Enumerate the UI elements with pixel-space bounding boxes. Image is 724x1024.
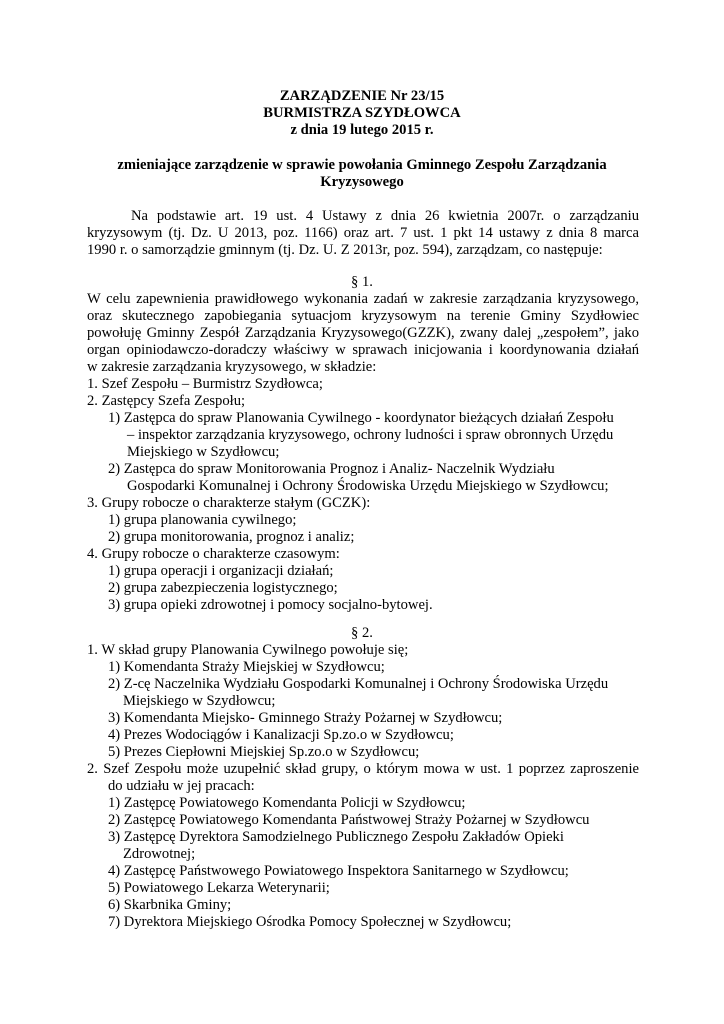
list-item: 1) Komendanta Straży Miejskiej w Szydłowcu; — [108, 659, 385, 675]
list-item: 2) Z-cę Naczelnika Wydziału Gospodarki Komunalnej i Ochrony Środowiska Urzędu — [108, 676, 609, 692]
list-item: 1. W skład grupy Planowania Cywilnego powołuje się; — [87, 642, 409, 658]
list-item: 3) Komendanta Miejsko- Gminnego Straży Pożarnej w Szydłowcu; — [108, 710, 503, 726]
document-title: ZARZĄDZENIE Nr 23/15 — [279, 88, 445, 104]
document-subject-line: Kryzysowego — [320, 174, 404, 190]
list-item: 6) Skarbnika Gminy; — [108, 897, 232, 913]
list-item: 2) Zastępcę Powiatowego Komendanta Państwowej Straży Pożarnej w Szydłowcu — [108, 812, 590, 828]
list-item-continuation: Gospodarki Komunalnej i Ochrony Środowiska Urzędu Miejskiego w Szydłowcu; — [127, 478, 609, 494]
document-issuer: BURMISTRZA SZYDŁOWCA — [263, 105, 461, 121]
list-item-continuation: – inspektor zarządzania kryzysowego, ochrony ludności i spraw obronnych Urzędu — [127, 427, 614, 443]
list-item: 4) Zastępcę Państwowego Powiatowego Inspektora Sanitarnego w Szydłowcu; — [108, 863, 569, 879]
list-item: 2. Zastępcy Szefa Zespołu; — [87, 393, 246, 409]
preamble-line: kryzysowym (tj. Dz. U 2013, poz. 1166) oraz art. 7 ust. 1 pkt 14 ustawy z dnia 8 marca — [87, 225, 639, 241]
paragraph-line: organ opiniodawczo-doradczy właściwy w sprawach inicjowania i koordynowania działań — [87, 342, 639, 358]
paragraph-line: oraz skutecznego zapobiegania sytuacjom kryzysowym na terenie Gminy Szydłowiec — [87, 308, 639, 324]
list-item: 2) grupa monitorowania, prognoz i analiz; — [108, 529, 355, 545]
paragraph-line: powołuję Gminny Zespół Zarządzania Kryzysowego(GZZK), zwany dalej „zespołem”, jako — [87, 325, 639, 341]
document-subject-line: zmieniające zarządzenie w sprawie powołania Gminnego Zespołu Zarządzania — [117, 157, 607, 173]
list-item: 1) Zastępca do spraw Planowania Cywilnego - koordynator bieżących działań Zespołu — [108, 410, 614, 426]
list-item-continuation: Miejskiego w Szydłowcu; — [127, 444, 280, 460]
list-item: 4) Prezes Wodociągów i Kanalizacji Sp.zo.o w Szydłowcu; — [108, 727, 454, 743]
preamble-line: 1990 r. o samorządzie gminnym (tj. Dz. U. Z 2013r, poz. 594), zarządzam, co następuje: — [87, 242, 603, 258]
list-item: 1) grupa planowania cywilnego; — [108, 512, 297, 528]
paragraph-line: w zakresie zarządzania kryzysowego, w składzie: — [87, 359, 377, 375]
preamble-line: Na podstawie art. 19 ust. 4 Ustawy z dnia 26 kwietnia 2007r. o zarządzaniu — [131, 208, 639, 224]
list-item-continuation: Zdrowotnej; — [123, 846, 196, 862]
list-item: 1) Zastępcę Powiatowego Komendanta Policji w Szydłowcu; — [108, 795, 466, 811]
list-item-continuation: do udziału w jej pracach: — [108, 778, 255, 794]
document-date: z dnia 19 lutego 2015 r. — [290, 122, 434, 138]
list-item: 5) Prezes Ciepłowni Miejskiej Sp.zo.o w Szydłowcu; — [108, 744, 420, 760]
list-item: 2) Zastępca do spraw Monitorowania Prognoz i Analiz- Naczelnik Wydziału — [108, 461, 555, 477]
paragraph-line: W celu zapewnienia prawidłowego wykonania zadań w zakresie zarządzania kryzysowego, — [87, 291, 639, 307]
section-heading: § 2. — [351, 625, 373, 641]
list-item: 3) Zastępcę Dyrektora Samodzielnego Publicznego Zespołu Zakładów Opieki — [108, 829, 564, 845]
list-item: 4. Grupy robocze o charakterze czasowym: — [87, 546, 340, 562]
list-item: 1. Szef Zespołu – Burmistrz Szydłowca; — [87, 376, 323, 392]
section-heading: § 1. — [351, 274, 373, 290]
list-item: 2) grupa zabezpieczenia logistycznego; — [108, 580, 338, 596]
list-item: 5) Powiatowego Lekarza Weterynarii; — [108, 880, 330, 896]
list-item-continuation: Miejskiego w Szydłowcu; — [123, 693, 276, 709]
list-item: 7) Dyrektora Miejskiego Ośrodka Pomocy Społecznej w Szydłowcu; — [108, 914, 512, 930]
list-item: 3. Grupy robocze o charakterze stałym (GCZK): — [87, 495, 371, 511]
list-item: 3) grupa opieki zdrowotnej i pomocy socjalno-bytowej. — [108, 597, 433, 613]
list-item: 1) grupa operacji i organizacji działań; — [108, 563, 334, 579]
list-item: 2. Szef Zespołu może uzupełnić skład grupy, o którym mowa w ust. 1 poprzez zaproszenie — [87, 761, 639, 777]
